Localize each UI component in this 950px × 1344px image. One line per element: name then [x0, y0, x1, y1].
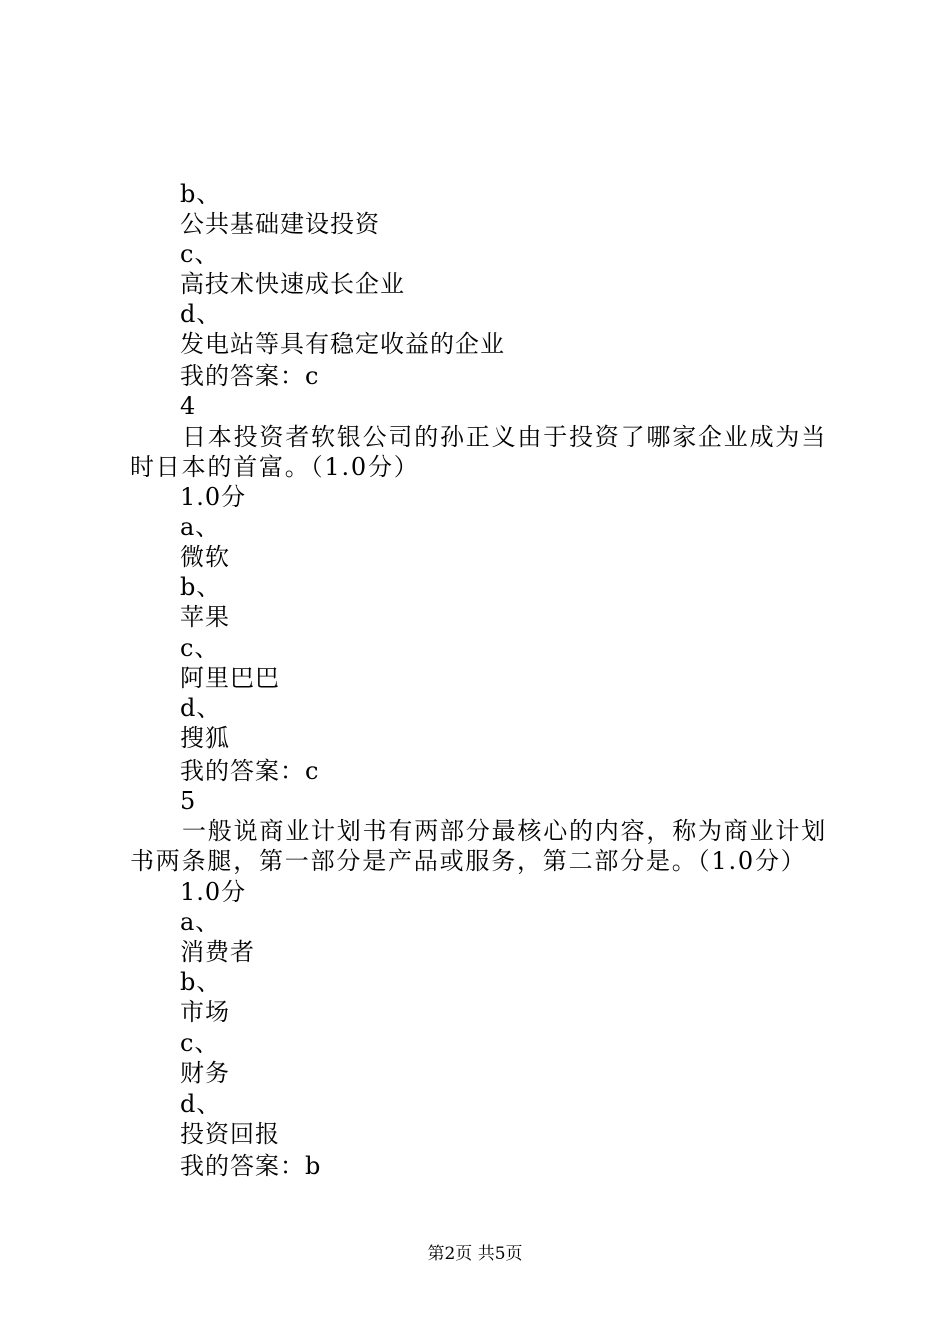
q3-option-c-label: c、 [180, 240, 220, 268]
q5-option-d-label: d、 [180, 1090, 222, 1118]
q5-option-d-text: 投资回报 [180, 1120, 280, 1148]
q3-option-d-text: 发电站等具有稳定收益的企业 [180, 330, 505, 358]
q5-question-text: 一般说商业计划书有两部分最核心的内容，称为商业计划书两条腿，第一部分是产品或服务，第二部分是。（1.0分） [130, 817, 827, 875]
q4-my-answer: 我的答案：c [180, 757, 320, 785]
q4-option-b-label: b、 [180, 573, 222, 601]
q5-my-answer: 我的答案：b [180, 1152, 322, 1180]
q5-option-b-label: b、 [180, 968, 222, 996]
q5-number: 5 [180, 787, 197, 815]
q4-option-a-text: 微软 [180, 543, 230, 571]
q4-option-d-label: d、 [180, 694, 222, 722]
page-footer: 第2页 共5页 [427, 1244, 523, 1264]
q4-option-c-text: 阿里巴巴 [180, 664, 280, 692]
q3-option-b-text: 公共基础建设投资 [180, 210, 380, 238]
q3-my-answer: 我的答案：c [180, 362, 320, 390]
q5-option-c-text: 财务 [180, 1059, 230, 1087]
q3-option-d-label: d、 [180, 300, 222, 328]
q5-option-a-label: a、 [180, 908, 221, 936]
q4-number: 4 [180, 392, 197, 420]
q5-option-b-text: 市场 [180, 998, 230, 1026]
q3-option-b-label: b、 [180, 180, 222, 208]
q4-score: 1.0分 [180, 483, 247, 511]
q5-option-a-text: 消费者 [180, 938, 255, 966]
q4-option-b-text: 苹果 [180, 603, 230, 631]
q3-option-c-text: 高技术快速成长企业 [180, 270, 405, 298]
q4-option-d-text: 搜狐 [180, 724, 230, 752]
q5-option-c-label: c、 [180, 1029, 220, 1057]
q4-question-text: 日本投资者软银公司的孙正义由于投资了哪家企业成为当时日本的首富。（1.0分） [130, 423, 827, 481]
q5-score: 1.0分 [180, 878, 247, 906]
q4-option-a-label: a、 [180, 513, 221, 541]
q4-option-c-label: c、 [180, 634, 220, 662]
